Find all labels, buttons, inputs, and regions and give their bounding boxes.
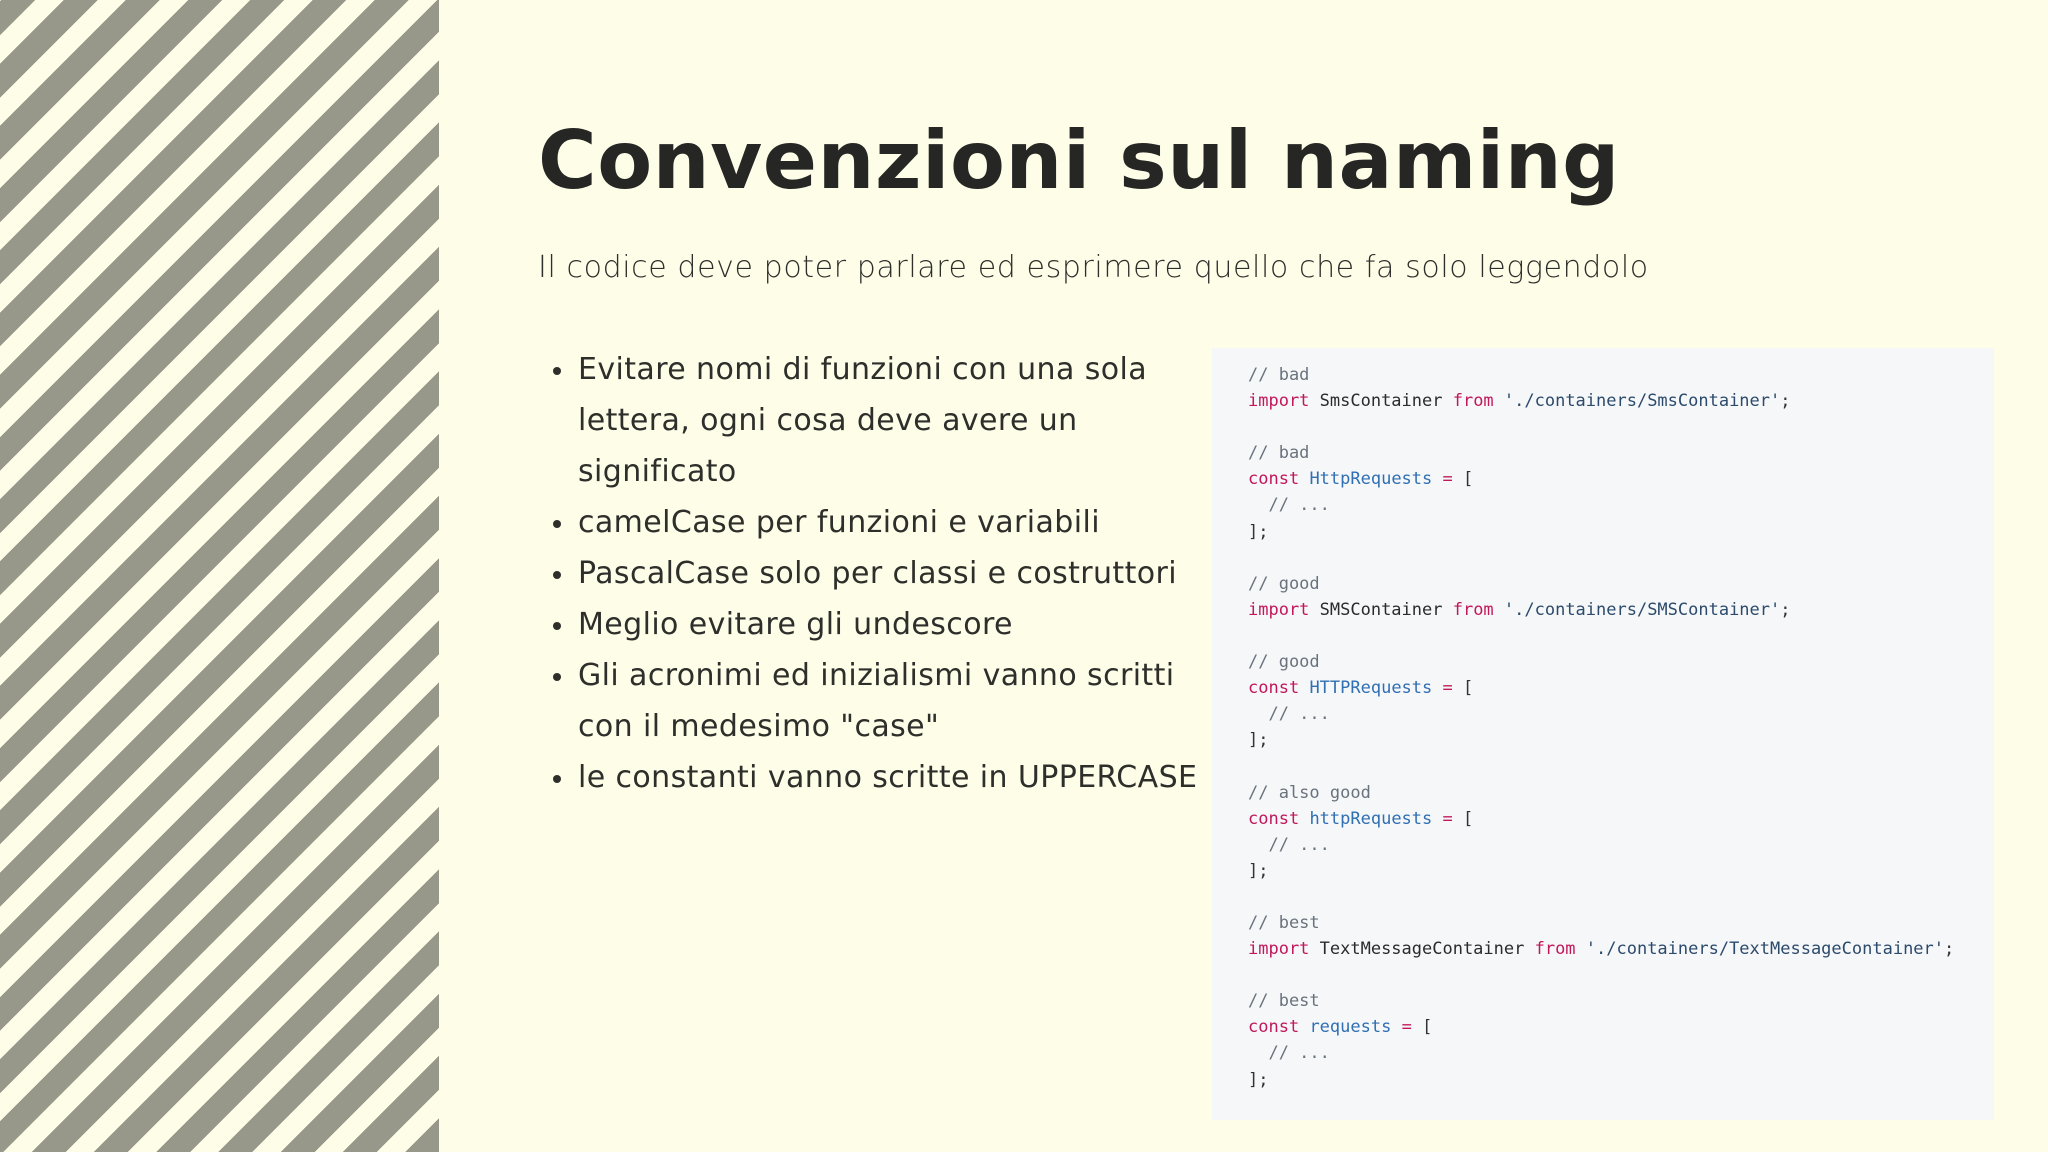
slide-title: Convenzioni sul naming xyxy=(538,114,1620,207)
code-line xyxy=(1248,910,1994,936)
code-line xyxy=(1248,1040,1994,1066)
code-token-punct: ]; xyxy=(1248,730,1269,751)
code-token-keyword: import xyxy=(1248,939,1310,960)
code-token-plain xyxy=(1432,809,1442,829)
code-line xyxy=(1248,884,1994,910)
code-token-keyword: from xyxy=(1534,939,1576,960)
code-token-comment: // best xyxy=(1248,912,1320,933)
code-token-string: './containers/TextMessageContainer' xyxy=(1575,939,1945,960)
code-token-comment: // best xyxy=(1248,991,1320,1012)
code-token-string: './containers/SMSContainer' xyxy=(1493,599,1781,620)
slide-subtitle: Il codice deve poter parlare ed esprimere quello che fa solo leggendolo xyxy=(538,250,1649,285)
code-token-plain xyxy=(1432,678,1442,698)
code-token-keyword: import xyxy=(1248,599,1310,620)
code-token-comment: // ... xyxy=(1248,704,1330,725)
code-token-keyword: from xyxy=(1452,391,1494,412)
bullet-item: PascalCase solo per classi e costruttori xyxy=(578,548,1218,599)
code-line xyxy=(1248,440,1994,466)
code-line xyxy=(1248,832,1994,858)
code-line xyxy=(1248,780,1994,806)
code-line xyxy=(1248,597,1994,623)
code-line xyxy=(1248,414,1994,440)
code-token-plain xyxy=(1391,1017,1401,1037)
code-line xyxy=(1248,858,1994,884)
code-token-punct: ; xyxy=(1944,939,1955,960)
code-token-op: = xyxy=(1442,678,1453,699)
code-token-keyword: from xyxy=(1452,599,1494,620)
code-line xyxy=(1248,701,1994,727)
code-token-punct: ]; xyxy=(1248,1069,1269,1090)
code-line xyxy=(1248,545,1994,571)
code-token-string: './containers/SmsContainer' xyxy=(1493,391,1781,412)
code-token-punct: ; xyxy=(1780,391,1791,412)
code-line xyxy=(1248,962,1994,988)
code-token-comment: // ... xyxy=(1248,1043,1330,1064)
code-token-plain xyxy=(1299,469,1309,489)
code-line xyxy=(1248,1067,1994,1093)
code-line xyxy=(1248,362,1994,388)
code-token-punct: [ xyxy=(1411,1017,1433,1038)
code-line xyxy=(1248,1014,1994,1040)
code-token-keyword: const xyxy=(1248,469,1300,490)
code-token-comment: // good xyxy=(1248,573,1320,594)
code-token-name: httpRequests xyxy=(1309,808,1433,829)
code-token-punct: ]; xyxy=(1248,860,1269,881)
striped-decoration xyxy=(0,0,439,1152)
code-token-comment: // ... xyxy=(1248,834,1330,855)
bullet-item: Gli acronimi ed inizialismi vanno scritti con il medesimo "case" xyxy=(578,650,1218,752)
code-token-punct: [ xyxy=(1452,808,1474,829)
code-token-op: = xyxy=(1401,1017,1412,1038)
code-token-punct: [ xyxy=(1452,469,1474,490)
code-token-keyword: const xyxy=(1248,678,1300,699)
code-token-keyword: const xyxy=(1248,1017,1300,1038)
code-line xyxy=(1248,806,1994,832)
bullet-item: Meglio evitare gli undescore xyxy=(578,599,1218,650)
code-token-punct: [ xyxy=(1452,678,1474,699)
code-line xyxy=(1248,727,1994,753)
code-token-keyword: import xyxy=(1248,391,1310,412)
bullet-list xyxy=(538,344,1218,803)
code-token-plain xyxy=(1299,809,1309,829)
code-token-comment: // good xyxy=(1248,652,1320,673)
bullet-item: camelCase per funzioni e variabili xyxy=(578,497,1218,548)
code-token-op: = xyxy=(1442,469,1453,490)
bullet-item: le constanti vanno scritte in UPPERCASE xyxy=(578,752,1218,803)
code-line xyxy=(1248,936,1994,962)
code-line xyxy=(1248,388,1994,414)
code-line xyxy=(1248,492,1994,518)
code-token-comment: // bad xyxy=(1248,443,1310,464)
code-token-plain xyxy=(1299,1017,1309,1037)
code-token-keyword: const xyxy=(1248,808,1300,829)
code-token-name: HTTPRequests xyxy=(1309,678,1433,699)
code-line xyxy=(1248,675,1994,701)
code-token-plain: SMSContainer xyxy=(1309,599,1453,620)
code-line xyxy=(1248,649,1994,675)
code-token-name: requests xyxy=(1309,1017,1392,1038)
code-line xyxy=(1248,466,1994,492)
code-token-op: = xyxy=(1442,808,1453,829)
code-token-comment: // ... xyxy=(1248,495,1330,516)
code-line xyxy=(1248,753,1994,779)
code-token-comment: // bad xyxy=(1248,365,1310,385)
code-token-name: HttpRequests xyxy=(1309,469,1433,490)
code-token-punct: ; xyxy=(1780,599,1791,620)
code-line xyxy=(1248,988,1994,1014)
code-line xyxy=(1248,519,1994,545)
code-token-plain xyxy=(1299,678,1309,698)
code-token-plain: TextMessageContainer xyxy=(1309,939,1535,960)
code-line xyxy=(1248,623,1994,649)
code-token-plain: SmsContainer xyxy=(1309,391,1453,412)
code-token-punct: ]; xyxy=(1248,521,1269,542)
bullet-item: Evitare nomi di funzioni con una sola lettera, ogni cosa deve avere un significato xyxy=(578,344,1218,497)
code-token-plain xyxy=(1432,469,1442,489)
code-token-comment: // also good xyxy=(1248,782,1371,803)
code-line xyxy=(1248,571,1994,597)
code-block xyxy=(1212,348,1994,1120)
